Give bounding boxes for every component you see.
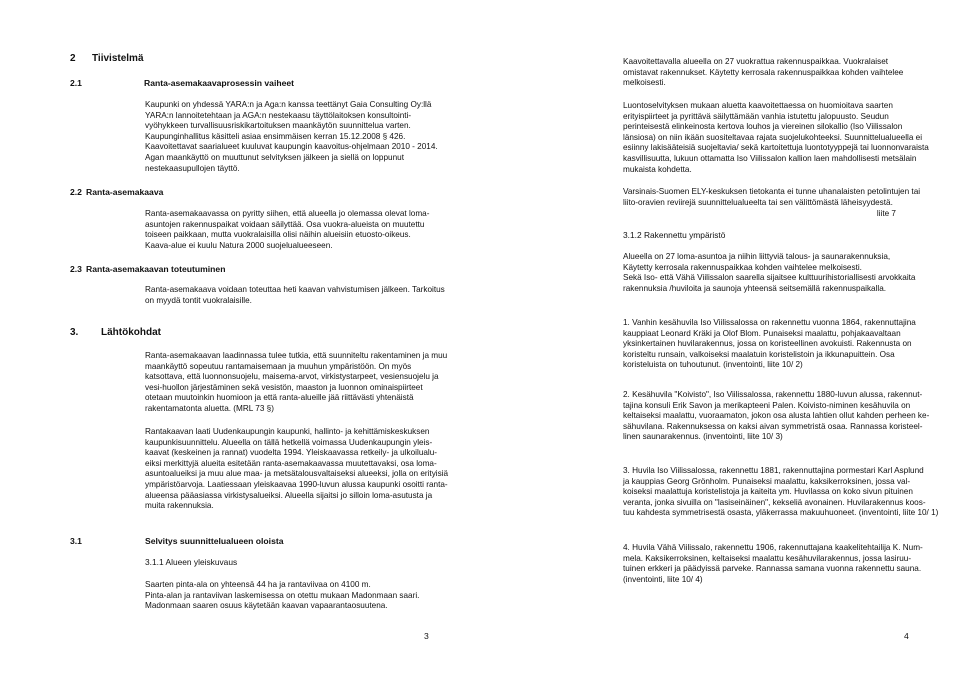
heading-2-3-number: 2.3 [70,264,82,274]
heading-2-1-number: 2.1 [70,78,82,88]
paragraph-nature-survey [623,101,929,175]
page-number: 4 [904,631,909,641]
heading-2-2-title: Ranta-asemakaava [86,187,164,197]
heading-2 [70,53,144,65]
text-line: 2. Kesähuvila "Koivisto", Iso Viilissalossa, rakennettu 1880-luvun alussa, rakennut- [623,390,923,399]
text-line: koristeltu runsain, valkoiseksi maalatuin koristelistoin ja ikkunapuittein. Osa [623,349,895,359]
text-line: rakennuksia /huviloita ja saunoja yhteensä seitsemällä rakennuspaikalla. [623,283,887,293]
heading-2-2 [70,187,163,198]
paragraph-villa-4 [623,543,923,585]
page-number: 3 [424,631,429,641]
heading-3-title: Lähtökohdat [101,327,161,338]
text-line: otetaan muutoinkin huomioon ja että ranta-alueille jää riittävästi yhtenäistä [145,393,414,403]
paragraph-3-a [145,351,447,415]
text-line: ja kauppias Georg Grönholm. Punaiseksi maalattu, kaksikerroksinen, jossa val- [623,476,911,486]
text-line: kasvillisuutta, lukuun ottamatta Iso Viilissalon kallion laen mahdollisesti metsälain [623,153,917,163]
text-line: tajina konsuli Erik Savon ja merikapteeni Palen. Koivisto-niminen kesähuvila on [623,400,911,410]
text-line: veranta, jonka sivuilla on "lasiseinäinen", kekseliä avonainen. Huvilarakennus koos- [623,497,926,507]
paragraph-ely-database [623,187,920,208]
text-line: Käytetty kerrosala rakennuspaikkaa kohden vaihtelee melkoisesti. [623,262,862,272]
heading-3-1-2: 3.1.2 Rakennettu ympäristö [623,230,726,240]
heading-3-number: 3. [70,327,79,338]
paragraph-rental-sites [623,57,903,89]
text-line: Rantakaavan laati Uudenkaupungin kaupunki, hallinto- ja kehittämiskeskuksen [145,427,430,436]
text-line: erityispiirteet ja pyrittävä säilyttämään vanhia istutettu jalopuusto. Seudun [623,111,889,121]
text-line: 3. Huvila Iso Viilissalossa, rakennettu 1881, rakennuttajina pormestari Karl Asplund [623,466,924,475]
heading-2-2-number: 2.2 [70,187,82,197]
text-line: on myydä tontit vuokralaisille. [145,295,252,305]
text-line: 1. Vanhin kesähuvila Iso Viilissalossa on rakennettu vuonna 1864, rakennuttajina [623,318,916,327]
text-line: kauppiaat Leonard Kräki ja Olof Blom. Punaiseksi maalattu, pohjakaavaltaan [623,328,901,338]
heading-2-title: Tiivistelmä [92,53,144,64]
text-line: Varsinais-Suomen ELY-keskuksen tietokanta ei tunne uhanalaisten petolintujen tai [623,187,921,196]
text-line: Kaupunki on yhdessä YARA:n ja Aga:n kanssa teettänyt Gaia Consulting Oy:llä [145,100,432,109]
text-line: Kaavoitettavat saarialueet kuuluvat kaupungin kaavoitus-ohjelmaan 2010 - 2014. [145,142,438,152]
text-line: Kaupunginhallitus käsitteli asiaa ensimmäisen kerran 15.12.2008 § 426. [145,131,406,141]
heading-2-3 [70,264,225,275]
text-line: Pinta-alan ja rantaviivan laskemisessa on otettu mukaan Madonmaan saari. [145,590,420,600]
paragraph-villa-1 [623,318,916,371]
paragraph-2-1 [145,100,438,174]
heading-3 [70,327,161,339]
text-line: koristeluista on tuhoutunut. (inventointi, liite 10/ 2) [623,360,803,370]
text-line: Alueella on 27 loma-asuntoa ja niihin liittyviä talous- ja saunarakennuksia, [623,252,891,261]
text-line: toiseen paikkaan, mutta vuokralaisilla olisi näihin alueisiin etuosto-oikeus. [145,230,411,240]
text-line: koiseksi maalattuja koristelistoja ja kaiteita ym. Huvilassa on koko sivun pituinen [623,487,913,497]
text-line: Luontoselvityksen mukaan aluetta kaavoitettaessa on huomioitava saarten [623,101,893,110]
page-right [480,0,960,674]
heading-2-1-title: Ranta-asemakaavaprosessin vaiheet [144,78,294,88]
text-line: asuntojen rakennuspaikat voidaan säilyttää. Osa vuokra-alueista on muutettu [145,219,425,229]
paragraph-3-b [145,427,448,512]
text-line: Madonmaan saaren osuus käytetään kaavan vapaarantaosuutena. [145,601,388,611]
paragraph-2-3 [145,285,445,306]
text-line: yksinkertainen huvilarakennus, jossa on koristeellinen avokuisti. Rakennusta on [623,339,912,349]
text-line: omistavat rakennukset. Käytetty kerrosala rakennuspaikkaa kohden vaihtelee [623,67,904,77]
text-line: mela. Kaksikerroksinen, keltaiseksi maalattu kesähuvilarakennus, jossa lasiruu- [623,553,912,563]
text-line: mukaista kohdetta. [623,164,692,174]
heading-2-1 [70,78,294,89]
text-line: Ranta-asemakaavan laadinnassa tulee tutkia, että suunniteltu rakentaminen ja muu [145,351,448,360]
text-line: linen saunarakennus. (inventointi, liite 10/ 3) [623,432,783,442]
text-line: alueensa pääasiassa virkistysalueiksi. Alueella sijaitsi jo silloin loma-asutusta ja [145,490,433,500]
heading-2-3-title: Ranta-asemakaavan toteutuminen [86,264,226,274]
text-line: rakentamatonta aluetta. (MRL 73 §) [145,403,274,413]
text-line: Ranta-asemakaavassa on pyritty siihen, että alueella jo olemassa olevat loma- [145,209,430,218]
text-line: maankäyttö sopeutuu rantamaisemaan ja muuhun ympäristöön. On myös [145,361,412,371]
heading-3-1-title: Selvitys suunnittelualueen oloista [145,536,284,546]
heading-3-1-number: 3.1 [70,536,82,546]
text-line: katsottava, että luonnonsuojelu, maisema-arvot, virkistystarpeet, vesiensuojelu ja [145,372,439,382]
text-line: liito-oravien reviirejä suunnittelualueelta tai sen välittömästä läheisyydestä. [623,197,893,207]
text-line: tuu kahdesta symmetrisestä osasta, yläkerrassa makuuhuoneet. (inventointi, liite 10/ 1) [623,508,939,518]
text-line: vyöhykkeen turvallisuusriskikartoituksen maankäytön suunnittelua varten. [145,121,411,131]
text-line: keltaiseksi maalattu, vuoraamaton, jokon osa alusta lahtien ollut kahden perheen ke- [623,411,930,421]
text-line: 4. Huvila Vähä Viilissalo, rakennettu 1906, rakennuttajana kaakelitehtailija K. Num- [623,543,923,552]
heading-3-1 [70,536,284,547]
text-line: (inventointi, liite 10/ 4) [623,574,703,584]
text-line: Kaavoitettavalla alueella on 27 vuokrattua rakennuspaikkaa. Vuokralaiset [623,57,889,66]
text-line: vesi-huollon järjestäminen sekä vesistön, maaston ja luonnon ominaispiirteet [145,382,423,392]
text-line: Sekä Iso- että Vähä Viilissalon saarella sijaitsee kulttuurihistoriallisesti arvokkaita [623,273,916,283]
paragraph-villa-2 [623,390,929,443]
text-line: nestekaasupullojen täyttö. [145,163,240,173]
text-line: perinteisestä elinkeinosta kertova louhos ja viereinen silokallio (Iso Viilissalon [623,122,903,132]
text-line: sähuvilana. Rakennuksessa on kaksi aivan symmetristä osaa. Rannassa koristeel- [623,421,923,431]
text-line: asuntoalueiksi ja muu alue maa- ja metsätalousvaltaiseksi alueeksi, jolla on erityisiä [145,469,449,479]
text-line: Agan maankäyttö on muuttunut selvityksen jälkeen ja siellä on loppunut [145,152,404,162]
attachment-reference: liite 7 [876,209,896,218]
text-line: kaavat (keskeinen ja rannat) vuodelta 1994. Yleiskaavassa retkeily- ja ulkoilualu- [145,448,438,458]
text-line: YARA:n lannoitetehtaan ja AGA:n nestekaasu täyttölaitoksen konsultointi- [145,110,412,120]
text-line: muita rakennuksia. [145,501,214,511]
text-line: länsiosa) on niin ikään suositeltavaa rajata suojelukohteeksi. Suunnittelualueella ei [623,132,923,142]
text-line: tuinen erkkeri ja päädyissä parveke. Rannassa samana vuonna rakennettu sauna. [623,564,922,574]
paragraph-built-environment [623,252,915,294]
text-line: esiinny lakisääteisiä suojeltavia/ sekä kartoitettuja luontotyyppejä tai luonnonvaraista [623,143,929,153]
paragraph-2-2 [145,209,429,251]
heading-3-1-1: 3.1.1 Alueen yleiskuvaus [145,557,238,567]
text-line: melkoisesti. [623,78,666,88]
text-line: Kaava-alue ei kuulu Natura 2000 suojelualueeseen. [145,240,333,250]
text-line: eiksi merkittyjä alueita esitetään ranta-asemakaavassa muutettavaksi, osa loma- [145,458,437,468]
paragraph-3-1-1 [145,580,419,612]
text-line: Ranta-asemakaava voidaan toteuttaa heti kaavan vahvistumisen jälkeen. Tarkoitus [145,285,445,294]
text-line: ympäristöarvoja. Laatiessaan yleiskaavaa 1990-luvun alussa kaupunki osoitti ranta- [145,479,448,489]
text-line: Saarten pinta-ala on yhteensä 44 ha ja rantaviivaa on 4100 m. [145,580,371,589]
text-line: kaupunkisuunnittelu. Alueella on tällä hetkellä voimassa Uudenkaupungin yleis- [145,437,433,447]
paragraph-villa-3 [623,466,938,519]
heading-2-number: 2 [70,53,76,64]
